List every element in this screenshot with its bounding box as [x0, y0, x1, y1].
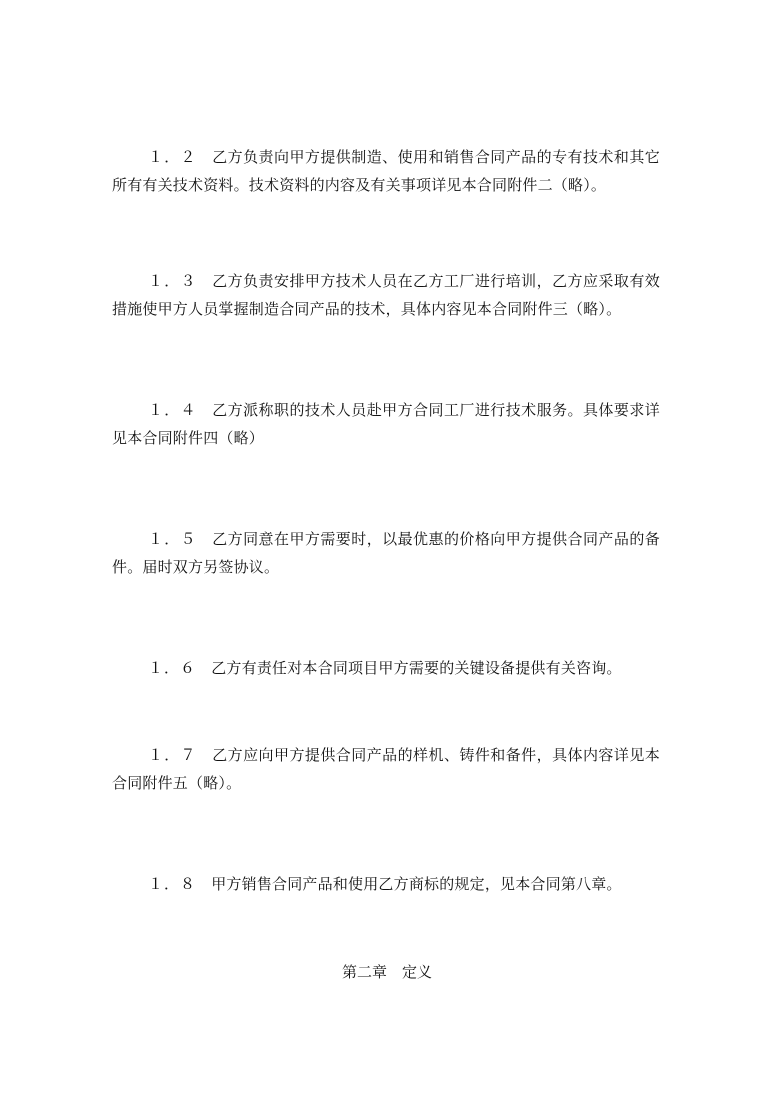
clause-number: １．４ — [148, 401, 197, 419]
clause-number: １．２ — [148, 148, 197, 166]
chapter-heading: 第二章 定义 — [341, 963, 432, 981]
clause-number: １．５ — [148, 530, 197, 548]
clause-number: １．３ — [148, 272, 197, 290]
clause-1-5 — [112, 525, 660, 581]
clause-1-6 — [112, 654, 660, 682]
clause-text: 乙方有责任对本合同项目甲方需要的关键设备提供有关咨询。 — [211, 659, 622, 677]
clause-number: １．８ — [148, 875, 197, 893]
clause-1-7 — [112, 741, 660, 797]
clause-text: 乙方派称职的技术人员赴甲方合同工厂进行技术服务。具体要求详见本合同附件四（略） — [112, 401, 660, 447]
clause-number: １．７ — [148, 746, 197, 764]
clause-text: 乙方负责向甲方提供制造、使用和销售合同产品的专有技术和其它所有有关技术资料。技术资料的内容及有关事项详见本合同附件二（略）。 — [112, 148, 660, 194]
clause-text: 乙方同意在甲方需要时，以最优惠的价格向甲方提供合同产品的备件。届时双方另签协议。 — [112, 530, 660, 576]
clause-text: 甲方销售合同产品和使用乙方商标的规定，见本合同第八章。 — [211, 875, 622, 893]
clause-1-2 — [112, 143, 660, 199]
clause-1-4 — [112, 396, 660, 452]
clause-1-3 — [112, 267, 660, 323]
clause-text: 乙方应向甲方提供合同产品的样机、铸件和备件，具体内容详见本合同附件五（略）。 — [112, 746, 660, 792]
clause-1-8 — [112, 870, 660, 898]
clause-text: 乙方负责安排甲方技术人员在乙方工厂进行培训，乙方应采取有效措施使甲方人员掌握制造合同产品的技术，具体内容见本合同附件三（略）。 — [112, 272, 660, 318]
clause-number: １．６ — [148, 659, 197, 677]
